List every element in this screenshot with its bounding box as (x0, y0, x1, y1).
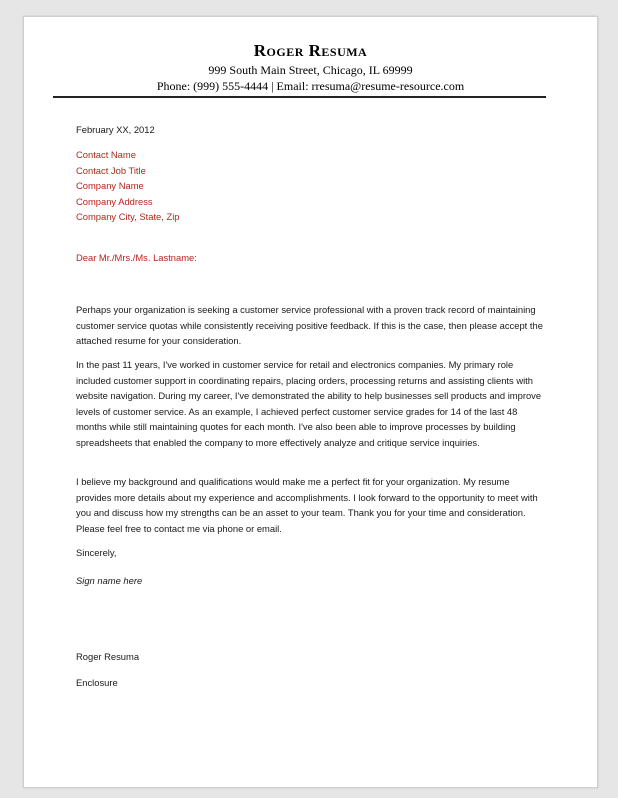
sender-address: 999 South Main Street, Chicago, IL 69999 (208, 63, 413, 77)
paragraph-1: Perhaps your organization is seeking a customer service professional with a proven track record of maintaining customer service quotas while consistently receiving positive feedback. If this is the case, then please accept the attached resume for your consideration. (76, 304, 543, 347)
sender-contact: Phone: (999) 555-4444 | Email: rresuma@resume-resource.com (156, 79, 465, 93)
salutation: Dear Mr./Mrs./Ms. Lastname: (76, 252, 197, 263)
letter-page (23, 16, 598, 788)
enclosure-note: Enclosure (76, 677, 118, 688)
signature-placeholder: Sign name here (76, 575, 143, 586)
letter-date: February XX, 2012 (76, 124, 155, 135)
recipient-city-state-zip: Company City, State, Zip (76, 211, 180, 222)
closing: Sincerely, (76, 547, 117, 558)
recipient-job-title: Contact Job Title (76, 164, 146, 176)
recipient-contact-name: Contact Name (76, 149, 136, 160)
signer-name: Roger Resuma (76, 651, 140, 662)
paragraph-3: I believe my background and qualifications would make me a perfect fit for your organization. My resume provides more details about my experience and accomplishments. I look forward to the opportunity to meet with you and discuss how my strengths can be an asset to your team. Thank you for your time and consideration. Please feel free to contact me via phone or email. (76, 476, 538, 534)
paragraph-2: In the past 11 years, I've worked in customer service for retail and electronics companies. My primary role included customer support in coordinating repairs, placing orders, processing returns and assisting clients with website navigation. During my career, I've demonstrated the ability to help businesses sell products and improve levels of customer service. As an example, I achieved perfect customer service grades for 14 of the last 48 months while still maintaining quotes for each month. I've also been able to improve processes by building spreadsheets that enabled the company to more effectively analyze and critique service inquiries. (76, 359, 542, 448)
recipient-company-address: Company Address (76, 195, 153, 207)
header-divider (53, 96, 546, 98)
recipient-block (76, 147, 546, 225)
sender-name: Roger Resuma (253, 41, 368, 60)
recipient-company-name: Company Name (76, 180, 144, 191)
